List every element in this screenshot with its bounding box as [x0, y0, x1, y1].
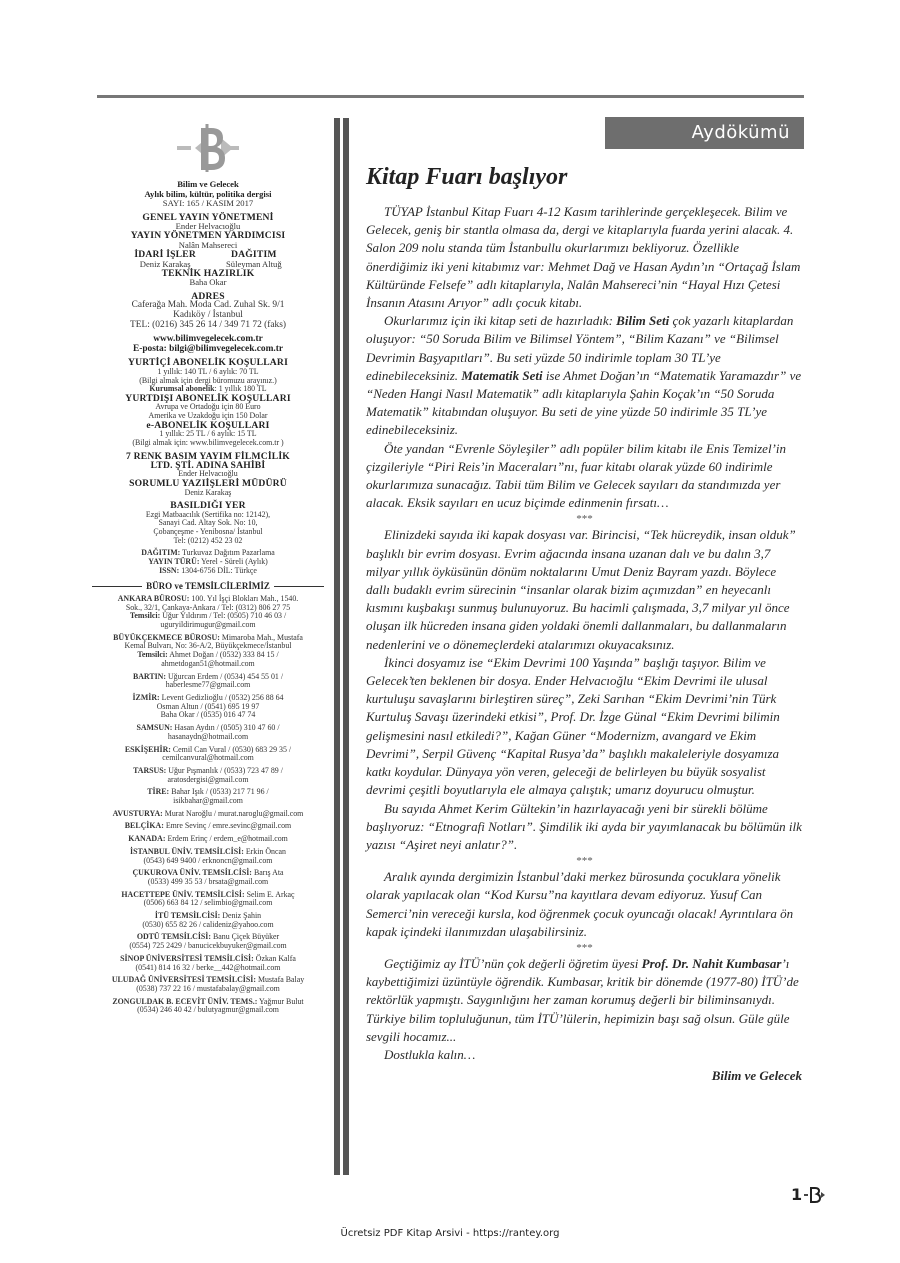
representative-line: (0541) 814 16 32 / berke__442@hotmail.com — [135, 962, 281, 972]
representative-entry — [88, 724, 328, 741]
article-paragraph — [366, 526, 802, 653]
kurumsal-value: : 1 yıllık 180 TL — [214, 384, 267, 394]
issue-info: SAYI: 165 / KASIM 2017 — [162, 198, 254, 209]
kurumsal-label: Kurumsal abonelik — [149, 384, 215, 394]
article-body — [366, 203, 802, 1085]
adres-line-2: Kadıköy / İstanbul — [173, 309, 243, 320]
article-paragraph — [366, 800, 802, 855]
article-paragraph — [366, 955, 802, 1046]
teknik-name: Baha Okar — [189, 277, 227, 288]
article-signature: Bilim ve Gelecek — [711, 1068, 802, 1084]
tel: TEL: (0216) 345 26 14 / 349 71 72 (faks) — [130, 320, 286, 331]
yurtici-line-2: (Bilgi almak için dergi büromuzu arayınız.) — [139, 375, 277, 385]
article-paragraph — [366, 1046, 802, 1064]
representative-sub-label: Temsilci: — [129, 611, 161, 621]
representative-label: HACETTEPE ÜNİV. TEMSİLCİSİ: — [121, 889, 245, 899]
representative-label: ULUDAĞ ÜNİVERSİTESİ TEMSİLCİSİ: — [111, 975, 256, 985]
paragraph-text: Dostlukla kalın… — [384, 1046, 476, 1062]
paragraph-text: Geçtiğimiz ay İTÜ’nün çok değerli öğretim üyesi — [384, 955, 642, 971]
paragraph-text: Okurlarımız için iki kitap seti de hazırladık: — [384, 313, 617, 329]
magazine-tagline: Aylık bilim, kültür, politika dergisi — [144, 188, 272, 199]
representative-line: Banu Çiçek Büyüker — [212, 932, 280, 942]
eabone-line-1: 1 yıllık: 25 TL / 6 aylık: 15 TL — [159, 429, 257, 439]
paragraph-text: çok yazarlı kitaplardan oluşuyor: “50 Soruda Bilim ve Bilimsel Yöntem”, “Bilim Kazanı” ve “Bilimsel Devrimin Başyapıtları”. Bu seti yüzde 50 indirimle toplam 30 TL’ye edinebileceksiniz. — [366, 313, 794, 383]
article-paragraph — [366, 868, 802, 941]
representative-label: ÇUKUROVA ÜNİV. TEMSİLCİSİ: — [132, 868, 252, 878]
representative-line: Cemil Can Vural / (0530) 683 29 35 / — [172, 744, 292, 754]
representative-entry — [88, 891, 328, 908]
representative-line: Uğurcan Erdem / (0534) 454 55 01 / — [167, 671, 284, 681]
representative-line: Barış Ata — [253, 868, 284, 878]
representative-line: Hasan Aydın / (0505) 310 47 60 / — [174, 723, 280, 733]
emphasis-text: Prof. Dr. Nahit Kumbasar — [641, 955, 782, 971]
yurtdisi-title: YURTDIŞI ABONELİK KOŞULLARI — [125, 392, 291, 404]
paragraph-text: İkinci dosyamız ise “Ekim Devrimi 100 Yaşında” başlığı taşıyor. Bilim ve Gelecek’ten beklenen bir dosya. Ender Helvacıoğlu “Ekim Devrimi ile ulusal kurtuluşu savaşlarını birleştiren süreç”, Zeki Sarıhan “Ekim Devrimi’nin Türk Kurtuluş Savaşı üzerindeki etkisi”, Prof. Dr. İzge Günal “Ekim Devrimi bilimin gelişmesini nasıl etkiledi?”, Kağan Güner “Modernizm, avangard ve Ekim Devrimi”, Serpil Güvenç “Kapital Rusya’da” başlıklı makaleleriyle dosyamıza katkı koydular. Dünyaya yön veren, geleceği de belirleyen bu büyük sosyalist devrimi çeşitli boyutlarıyla ele almaya çalıştık; umarız doyurucu olmuştur. — [366, 654, 780, 798]
sahip-title-2: LTD. ŞTİ. ADINA SAHİBİ — [150, 460, 266, 472]
representative-line: Deniz Şahin — [222, 911, 262, 921]
basildigi-line-4: Tel: (0212) 452 23 02 — [173, 535, 243, 545]
representative-line: Osman Altun / (0541) 695 19 97 — [156, 701, 260, 711]
representative-sub-line: ahmetdogan51@hotmail.com — [161, 658, 255, 668]
sorumlu-name: Deniz Karakaş — [184, 487, 232, 497]
sorumlu-title: SORUMLU YAZIİŞLERİ MÜDÜRÜ — [129, 478, 287, 490]
representative-entry — [88, 810, 328, 819]
representative-label: SİNOP ÜNİVERSİTESİ TEMSİLCİSİ: — [120, 953, 254, 963]
gyy-name: Ender Helvacıoğlu — [175, 221, 241, 232]
idari-name: Deniz Karakaş — [139, 258, 191, 269]
yayin-turu-value: Yerel - Süreli (Aylık) — [201, 557, 268, 567]
article-paragraph — [366, 312, 802, 439]
representative-line: (0534) 246 40 42 / bulutyagmur@gmail.com — [137, 1005, 279, 1015]
representative-entry — [88, 767, 328, 784]
article-paragraphs — [366, 203, 802, 1064]
emphasis-text: Bilim Seti — [616, 313, 670, 329]
representative-line: Murat Naroğlu / murat.naroglu@gmail.com — [164, 808, 304, 818]
representative-label: İTÜ TEMSİLCİSİ: — [154, 911, 221, 921]
paragraph-text: Elinizdeki sayıda iki kapak dosyası var. Birincisi, “Tek hücreydik, insan olduk” başlıklı bir evrim dosyası. Evrim ağacında insana uzanan dalı ve bu dalın 3,7 milyar yıllık öyküsünün dönüm noktalarını Umut Deniz Bayram yazdı. Böylece dallı budaklı evrim sürecinin “insanlar olarak bizim açımızdan” en heyecanlı kısmını kuşbakışı sunmuş bulunuyoruz. Bu hacimli çalışmada, 3,7 milyar yıl önce oluşan ilk hücreden insana giden yoldaki önemli dallanmaları, bu dallanmaların nedenlerini ve o dönemeçlerdeki atalarımızı okuyacaksınız. — [366, 527, 796, 652]
representative-line: (0506) 663 84 12 / selimbio@gmail.com — [143, 898, 273, 908]
basildigi-line-3: Çobançeşme - Yenibosna/ İstanbul — [153, 527, 263, 537]
adres-title: ADRES — [191, 290, 225, 302]
representative-line: cemilcanvural@hotmail.com — [162, 753, 254, 763]
representative-line: isikbahar@gmail.com — [173, 796, 243, 806]
representative-line: (0538) 737 22 16 / mustafabalay@gmail.com — [136, 983, 280, 993]
representative-entry — [88, 746, 328, 763]
paragraph-text: Aralık ayında dergimizin İstanbul’daki merkez bürosunda çocuklara yönelik olarak yapılacak olan “Kod Kursu”na kayıtlara devam ediyoruz. Yusuf Can Semerci’nin vereceği kursla, kod öğrenmek çocuk oyuncağı olacak! Ayrıntılara ön kapak içindeki ilanımızdan ulaşabilirsiniz. — [366, 869, 794, 939]
page-number: 1 — [791, 1185, 803, 1204]
representative-label: İSTANBUL ÜNİV. TEMSİLCİSİ: — [130, 846, 244, 856]
yurtici-line-1: 1 yıllık: 140 TL / 6 aylık: 70 TL — [157, 366, 259, 376]
representative-label: ZONGULDAK B. ECEVİT ÜNİV. TEMS.: — [112, 996, 258, 1006]
section-separator: *** — [575, 855, 593, 868]
sahip-title-1: 7 RENK BASIM YAYIM FİLMCİLİK — [126, 450, 290, 462]
eabone-line-2: (Bilgi almak için: www.bilimvegelecek.com.tr ) — [132, 437, 284, 447]
representative-entry — [88, 933, 328, 950]
representative-entry — [88, 955, 328, 972]
representative-line: (0530) 655 82 26 / calideniz@yahoo.com — [142, 919, 274, 929]
paragraph-text: TÜYAP İstanbul Kitap Fuarı 4-12 Kasım tarihlerinde gerçekleşecek. Bilim ve Gelecek, geniş bir stantla olmasa da, dergi ve kitaplarıyla fuarda yerini alacak. 4. Salon 209 nolu standa tüm İstanbullu okurlarımızı bekliyoruz. Özellikle önerdiğimiz iki yeni kitabımız var: Mehmet Dağ ve Hasan Aydın’ın “Ortaçağ İslam Kültüründe Felsefe” adlı kitaplarıyla, Nalân Mahsereci’nin “Hayal Hızı Çetesi İnsanın Atasını Arıyor” adlı çocuk kitabı. — [366, 204, 801, 311]
representatives-list — [88, 595, 328, 1015]
representative-sub-line: uguryildirimugur@gmail.com — [160, 620, 256, 630]
representative-line: (0533) 499 35 53 / brsata@gmail.com — [147, 876, 269, 886]
emphasis-text: Matematik Seti — [461, 367, 543, 383]
representative-label: ESKİŞEHİR: — [124, 744, 171, 754]
representative-sub-line: Ahmet Doğan / (0532) 333 84 15 / — [169, 650, 279, 660]
representative-line: Erkin Öncan — [245, 846, 286, 856]
buro-heading — [92, 582, 324, 591]
adres-line-1: Caferağa Mah. Moda Cad. Zuhal Sk. 9/1 — [131, 300, 285, 311]
representative-entry — [88, 869, 328, 886]
representative-sub-line: Uğur Yıldırım / Tel: (0505) 710 46 03 / — [162, 611, 287, 621]
representative-line: Kemal Bulvarı, No: 36-A/2, Büyükçekmece/İstanbul — [124, 641, 292, 651]
basildigi-line-1: Ezgi Matbaacılık (Sertifika no: 12142), — [145, 509, 271, 519]
representative-line: Sok., 32/1, Çankaya-Ankara / Tel: (0312) 806 27 75 — [125, 602, 291, 612]
representative-entry — [88, 976, 328, 993]
sahip-name: Ender Helvacıoğlu — [178, 469, 238, 479]
article-title: Kitap Fuarı başlıyor — [366, 164, 568, 190]
eabone-title: e-ABONELİK KOŞULLARI — [146, 419, 270, 431]
paragraph-text: Bu sayıda Ahmet Kerim Gültekin’in hazırlayacağı yeni bir sürekli bölüme başlıyoruz: “Etnografi Notları”. Şimdilik iki ayda bir yayımlanacak bu bölümün ilk yazısı “Aşiret neyi anlatır?”. — [366, 800, 802, 852]
yurtdisi-line-2: Amerika ve Uzakdoğu için 150 Dolar — [148, 411, 268, 421]
article-paragraph — [366, 654, 802, 800]
representative-entry — [88, 998, 328, 1015]
representative-label: SAMSUN: — [136, 723, 173, 733]
yyy-title: YAYIN YÖNETMEN YARDIMCISI — [130, 230, 286, 242]
representative-label: TARSUS: — [133, 765, 167, 775]
magazine-name: Bilim ve Gelecek — [177, 179, 239, 190]
buro-title: BÜRO ve TEMSİLCİLERİMİZ — [146, 580, 270, 591]
paragraph-text: ise Ahmet Doğan’ın “Matematik Yaramazdır” ve “Neden Hangi Nasıl Matematik” adlı kitaplarıyla Şahin Koçak’ın “50 Soruda Matematik” kitabından oluşuyor. Bu seti de yine yüzde 50 indirimle 35 TL’ye edinebileceksiniz. — [366, 367, 802, 438]
basildigi-title: BASILDIĞI YER — [170, 500, 246, 512]
representative-line: Levent Gedizlioğlu / (0532) 256 88 64 — [161, 693, 284, 702]
representative-line: Erdem Erinç / erdem_e@hotmail.com — [167, 834, 288, 844]
representative-label: BÜYÜKÇEKMECE BÜROSU: — [113, 632, 220, 642]
divider-bar-left — [334, 118, 340, 1175]
article-paragraph — [366, 203, 802, 312]
issn-label: ISSN: — [159, 565, 180, 575]
representative-line: Baha Okar / (0535) 016 47 74 — [160, 710, 256, 720]
article-paragraph — [366, 440, 802, 513]
representative-line: Mimaroba Mah., Mustafa — [221, 632, 303, 642]
representative-label: BARTIN: — [132, 671, 166, 681]
representative-entry — [88, 912, 328, 929]
representative-label: ANKARA BÜROSU: — [117, 593, 190, 603]
representative-label: KANADA: — [128, 834, 166, 844]
dagitim-name: Süleyman Altuğ — [226, 258, 282, 269]
representative-line: (0554) 725 2429 / banucicekbuyuker@gmail.com — [129, 941, 287, 951]
yyy-name: Nalân Mahsereci — [178, 239, 238, 250]
bg-mini-logo-icon — [804, 1187, 826, 1203]
section-separator: *** — [575, 941, 593, 954]
representative-line: Mustafa Balay — [257, 975, 305, 985]
page-number-block — [791, 1185, 826, 1204]
representative-line: Yağmur Bulut — [259, 996, 304, 1006]
masthead — [88, 122, 328, 1019]
yayin-turu-label: YAYIN TÜRÜ: — [148, 557, 200, 567]
paragraph-text: Öte yandan “Evrenle Söyleşiler” adlı popüler bilim kitabı ile Enis Temizel’in çizgileriyle “Piri Reis’in Maceraları”nı, fuar kitabı olarak yüzde 60 indirimle okurlarımıza sunacağız. Tabii tüm Bilim ve Gelecek sayıları da standımızda yer alacak. Eksik sayıları en ucuz biçimde edinmenin fırsatı… — [366, 440, 786, 511]
representative-label: BELÇİKA: — [124, 821, 164, 831]
representative-line: haberlesme77@gmail.com — [165, 680, 251, 690]
representative-entry — [88, 634, 328, 669]
teknik-title: TEKNİK HAZIRLIK — [161, 268, 255, 280]
gyy-title: GENEL YAYIN YÖNETMENİ — [142, 211, 274, 223]
representative-label: AVUSTURYA: — [112, 808, 163, 818]
representative-entry — [88, 848, 328, 865]
paragraph-text: ’ı kaybettiğimizi üzüntüyle öğrendik. Kumbasar, kritik bir dönemde (1977-80) İTÜ’de rektörlük yapmıştı. Saygınlığını her zaman korumuş değerli bir biliminsanıydı. Türkiye bilim topluluğunun, tüm İTÜ’lülerin, hepimizin başı sağ olsun. Güle güle sevgili hocamız... — [366, 955, 799, 1044]
representative-line: hasanaydn@hotmail.com — [167, 731, 249, 741]
issn-value: 1304-6756 DİL: Türkçe — [181, 565, 257, 575]
section-separator: *** — [575, 513, 593, 526]
dagitim2-value: Turkuvaz Dağıtım Pazarlama — [182, 548, 275, 558]
section-banner: Aydökümü — [605, 117, 804, 149]
email: E-posta: bilgi@bilimvegelecek.com.tr — [132, 344, 284, 355]
representative-line: Bahar Işık / (0533) 217 71 96 / — [171, 787, 269, 797]
representative-entry — [88, 694, 328, 720]
representative-entry — [88, 822, 328, 831]
representative-entry — [88, 788, 328, 805]
representative-label: İZMİR: — [132, 693, 160, 702]
divider-bar-right — [343, 118, 349, 1175]
representative-line: 100. Yıl İşçi Blokları Mah., 1540. — [191, 593, 299, 603]
website: www.bilimvegelecek.com.tr — [153, 334, 263, 345]
representative-label: TİRE: — [147, 787, 170, 797]
basildigi-line-2: Sanayi Cad. Altay Sok. No: 10, — [158, 518, 258, 528]
representative-entry — [88, 835, 328, 844]
representative-line: Uğur Pışmanlık / (0533) 723 47 89 / — [168, 765, 283, 775]
idari-title: İDARİ İŞLER — [134, 249, 197, 261]
bg-logo-icon — [171, 122, 245, 174]
representative-line: Selim E. Arkaç — [246, 889, 295, 899]
representative-line: (0543) 649 9400 / erknoncn@gmail.com — [143, 855, 273, 865]
representative-sub-label: Temsilci: — [137, 650, 168, 660]
top-rule — [97, 95, 804, 98]
representative-line: Özkan Kalfa — [255, 953, 296, 963]
representative-entry — [88, 595, 328, 630]
representative-entry — [88, 673, 328, 690]
yurtici-title: YURTİÇİ ABONELİK KOŞULLARI — [128, 357, 288, 369]
representative-label: ODTÜ TEMSİLCİSİ: — [136, 932, 211, 942]
dagitim2-label: DAĞITIM: — [141, 548, 181, 558]
footer-text: Ücretsiz PDF Kitap Arsivi - https://rantey.org — [340, 1228, 560, 1239]
representative-line: aratosdergisi@gmail.com — [167, 774, 249, 784]
yurtdisi-line-1: Avrupa ve Ortadoğu için 80 Euro — [155, 402, 261, 412]
dagitim-title: DAĞITIM — [231, 249, 277, 261]
representative-line: Emre Sevinç / emre.sevinc@gmail.com — [165, 821, 292, 831]
